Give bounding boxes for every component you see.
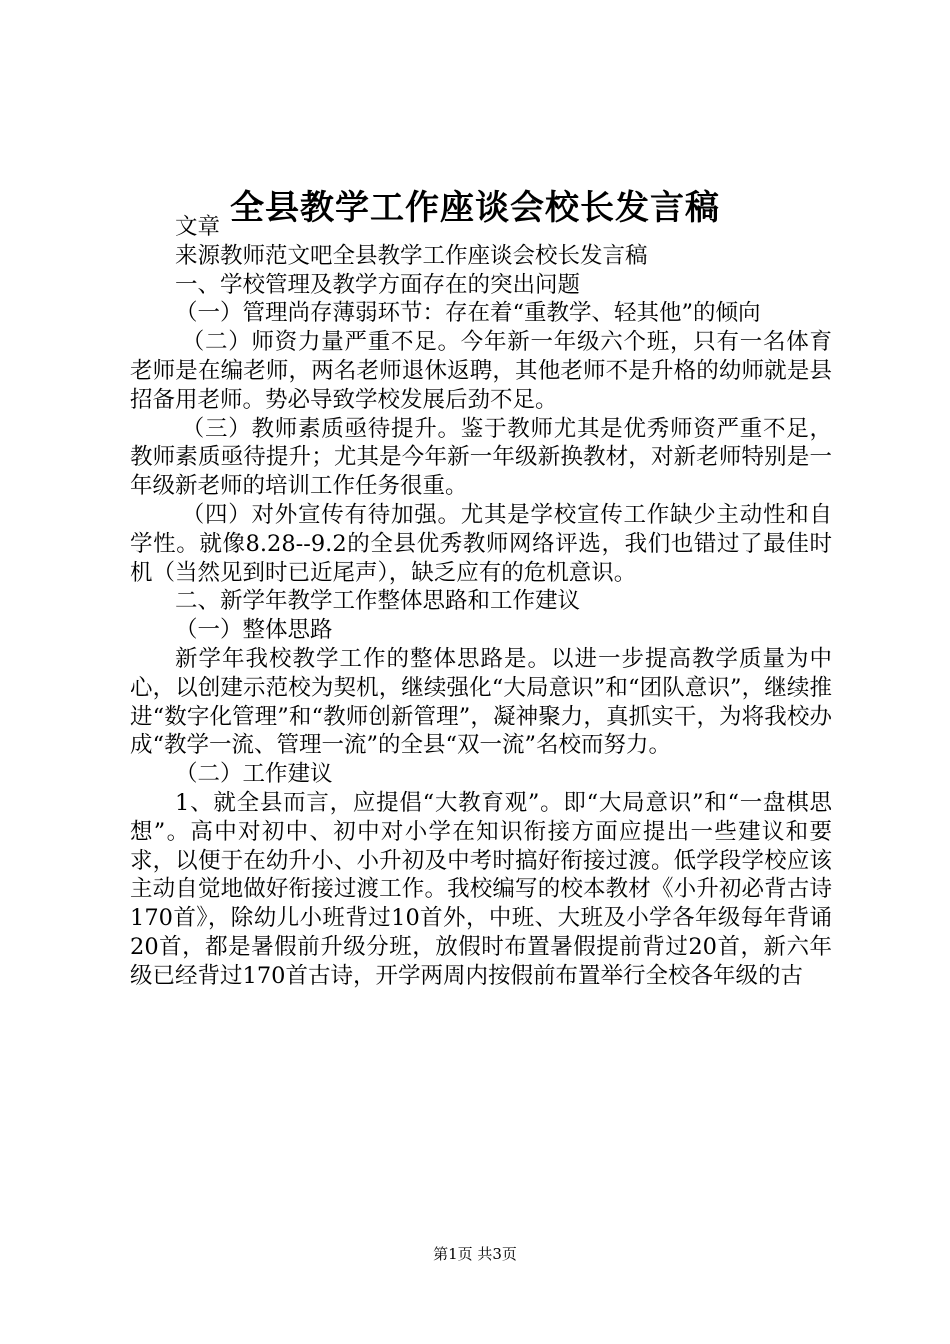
paragraph: （一）管理尚存薄弱环节：存在着“重教学、轻其他”的倾向 bbox=[175, 300, 761, 327]
paragraph: （一）整体思路 bbox=[175, 617, 333, 644]
paragraph: 一、学校管理及教学方面存在的突出问题 bbox=[175, 271, 581, 298]
document-body bbox=[130, 213, 832, 991]
paragraph: 新学年我校教学工作的整体思路是。以进一步提高教学质量为中心，以创建示范校为契机，继续强化“大局意识”和“团队意识”，继续推进“数字化管理”和“教师创新管理”，凝神聚力，真抓实干，为将我校办成“教学一流、管理一流”的全县“双一流”名校而努力。 bbox=[130, 645, 832, 759]
paragraph: 二、新学年教学工作整体思路和工作建议 bbox=[175, 588, 581, 615]
paragraph: 来源教师范文吧全县教学工作座谈会校长发言稿 bbox=[175, 242, 648, 269]
paragraph: （三）教师素质亟待提升。鉴于教师尤其是优秀师资严重不足，教师素质亟待提升；尤其是今年新一年级新换教材，对新老师特别是一年级新老师的培训工作任务很重。 bbox=[130, 415, 832, 500]
document-title: 全县教学工作座谈会校长发言稿 bbox=[230, 188, 720, 228]
paragraph: （二）工作建议 bbox=[175, 761, 333, 788]
paragraph: 文章 bbox=[175, 214, 221, 240]
page-footer: 第1页 共3页 bbox=[433, 1245, 517, 1263]
paragraph: 1、就全县而言，应提倡“大教育观”。即“大局意识”和“一盘棋思想”。高中对初中、初中对小学在知识衔接方面应提出一些建议和要求，以便于在幼升小、小升初及中考时搞好衔接过渡。低学段学校应该主动自觉地做好衔接过渡工作。我校编写的校本教材《小升初必背古诗170首》，除幼儿小班背过10首外，中班、大班及小学各年级每年背诵20首，都是暑假前升级分班，放假时布置暑假提前背过20首，新六年级已经背过170首古诗，开学两周内按假前布置举行全校各年级的古 bbox=[130, 789, 832, 989]
paragraph: （二）师资力量严重不足。今年新一年级六个班，只有一名体育老师是在编老师，两名老师退休返聘，其他老师不是升格的幼师就是县招备用老师。势必导致学校发展后劲不足。 bbox=[130, 329, 832, 413]
paragraph: （四）对外宣传有待加强。尤其是学校宣传工作缺少主动性和自学性。就像8.28--9.2的全县优秀教师网络评选，我们也错过了最佳时机（当然见到时已近尾声），缺乏应有的危机意识。 bbox=[130, 501, 832, 586]
